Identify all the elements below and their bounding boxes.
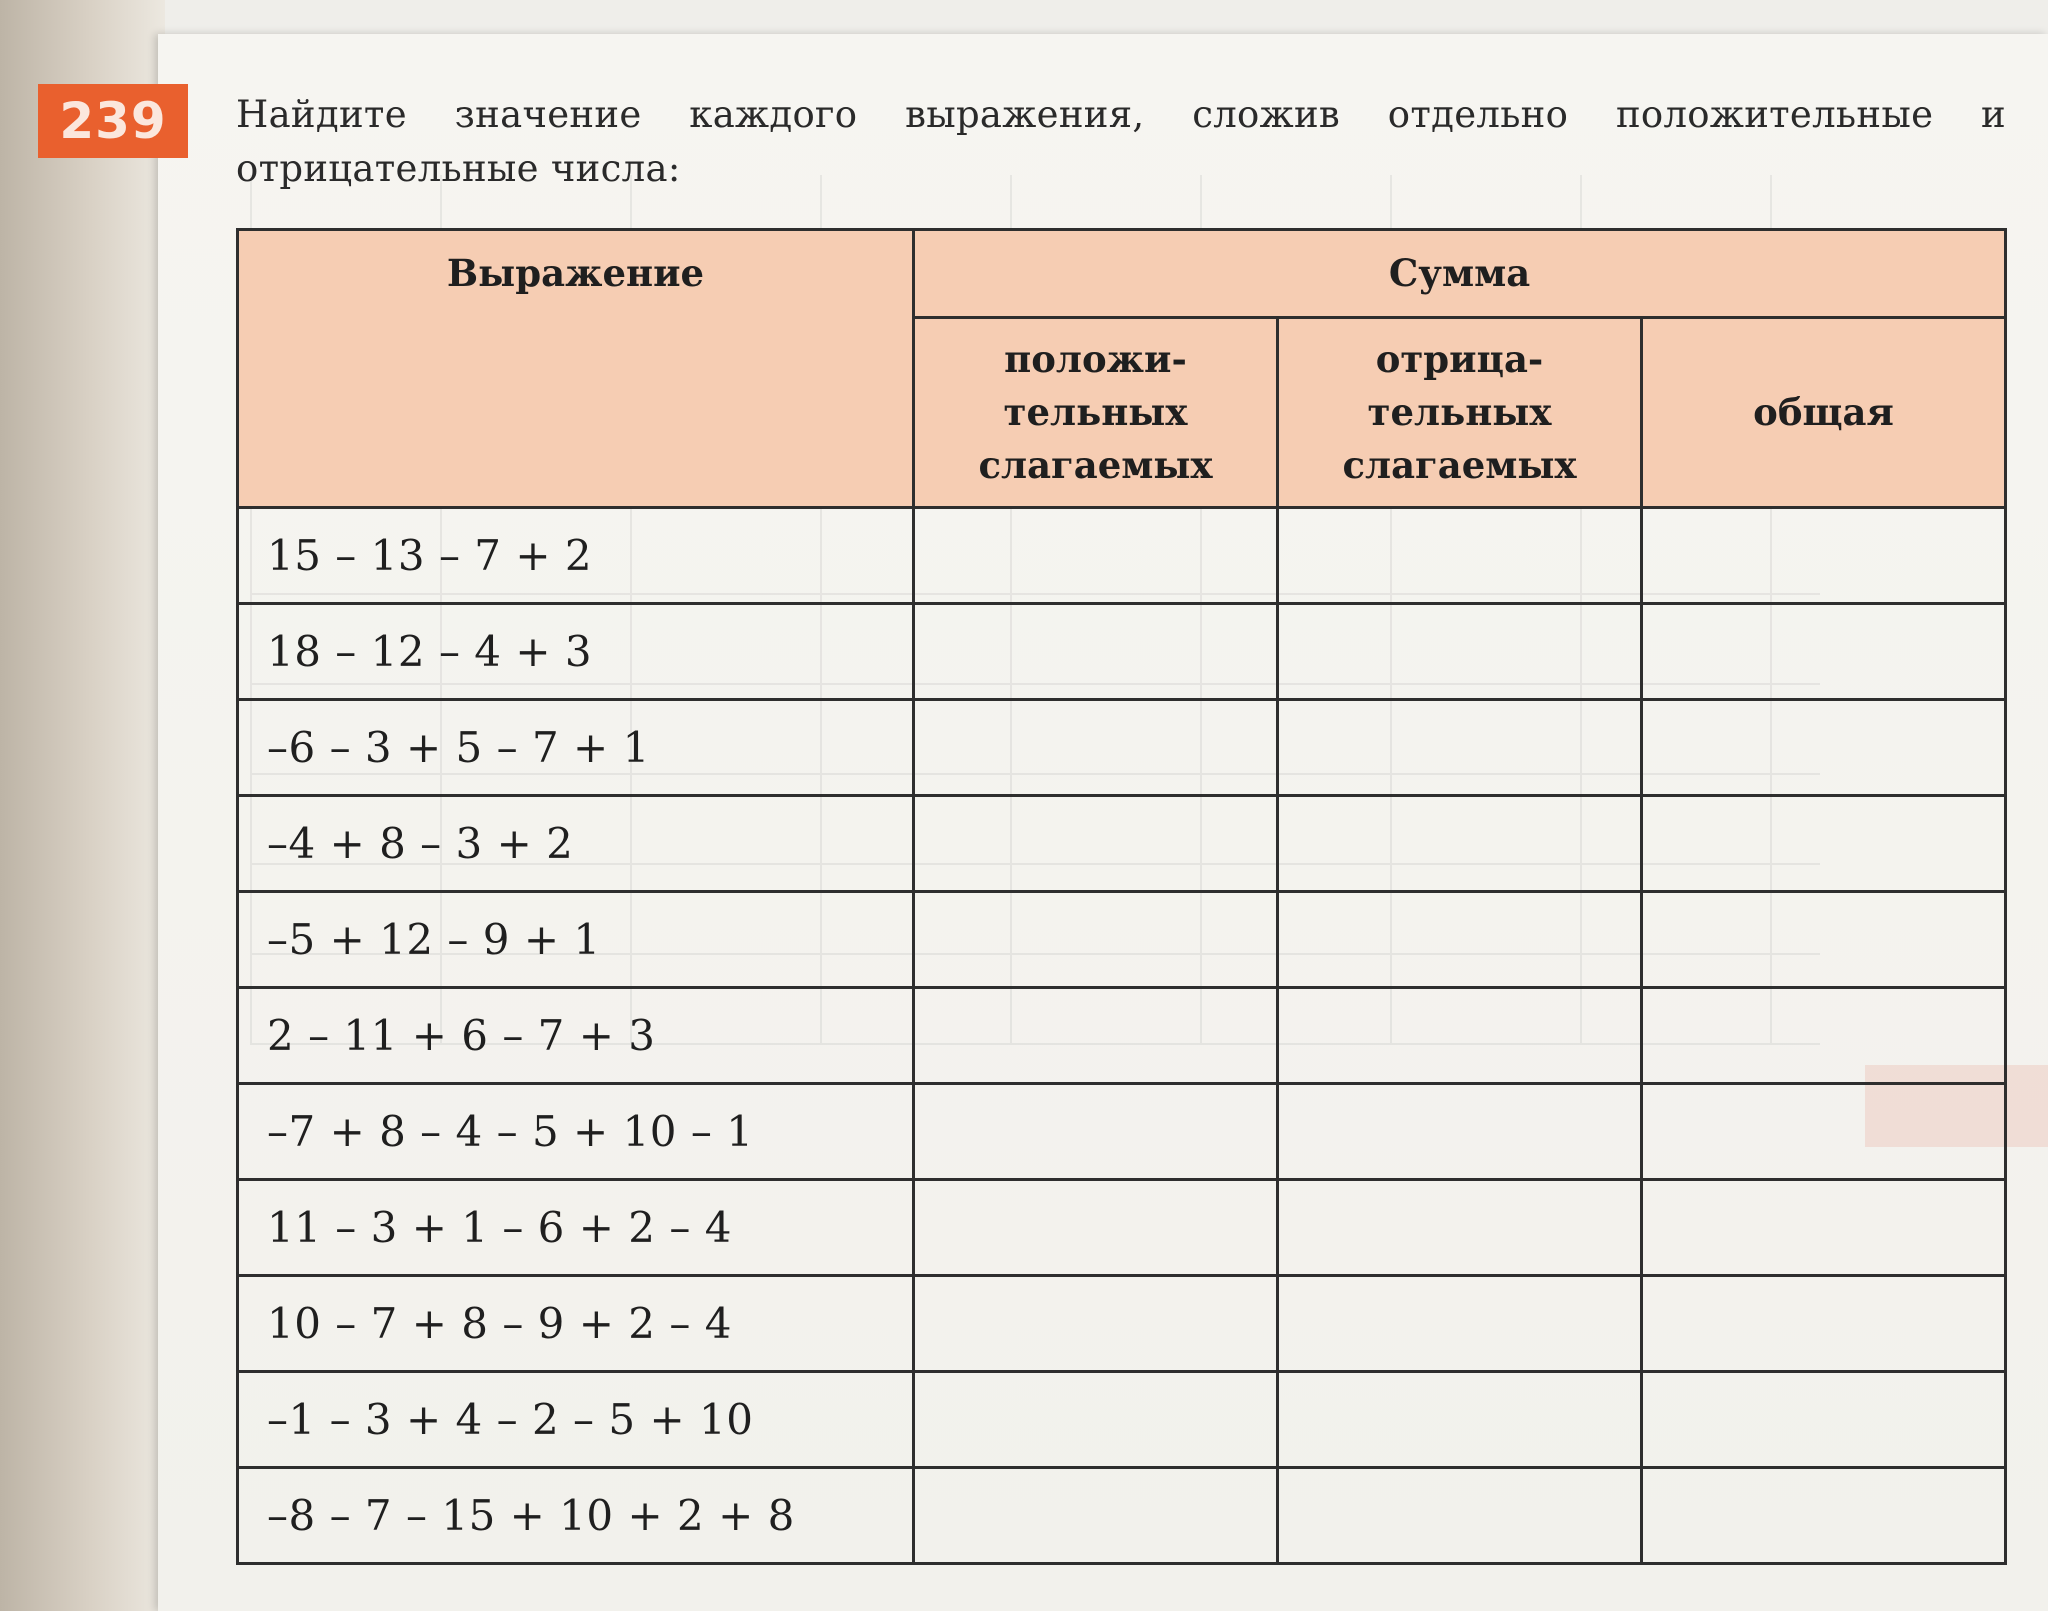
table-row <box>238 700 2006 796</box>
exercise-number: 239 <box>38 84 188 158</box>
expression-cell: 15 – 13 – 7 + 2 <box>238 508 914 604</box>
total-sum-cell[interactable] <box>1642 700 2006 796</box>
positive-sum-cell[interactable] <box>914 1276 1278 1372</box>
expression-cell: –8 – 7 – 15 + 10 + 2 + 8 <box>238 1468 914 1564</box>
positive-sum-cell[interactable] <box>914 988 1278 1084</box>
total-sum-cell[interactable] <box>1642 1180 2006 1276</box>
table-row <box>238 988 2006 1084</box>
header-positive: положи- тельных слагаемых <box>914 318 1278 508</box>
positive-sum-cell[interactable] <box>914 1084 1278 1180</box>
negative-sum-cell[interactable] <box>1278 892 1642 988</box>
total-sum-cell[interactable] <box>1642 988 2006 1084</box>
positive-sum-cell[interactable] <box>914 796 1278 892</box>
table-row <box>238 796 2006 892</box>
table-row <box>238 1084 2006 1180</box>
negative-sum-cell[interactable] <box>1278 1180 1642 1276</box>
exercise-instruction: Найдите значение каждого выражения, сложив отдельно положительные и отрицательные числа: <box>236 93 2006 190</box>
header-expression: Выражение <box>238 230 914 508</box>
total-sum-cell[interactable] <box>1642 1276 2006 1372</box>
negative-sum-cell[interactable] <box>1278 1276 1642 1372</box>
expression-cell: –5 + 12 – 9 + 1 <box>238 892 914 988</box>
negative-sum-cell[interactable] <box>1278 1084 1642 1180</box>
positive-sum-cell[interactable] <box>914 604 1278 700</box>
expression-cell: –7 + 8 – 4 – 5 + 10 – 1 <box>238 1084 914 1180</box>
positive-sum-cell[interactable] <box>914 1372 1278 1468</box>
table-row <box>238 508 2006 604</box>
negative-sum-cell[interactable] <box>1278 988 1642 1084</box>
total-sum-cell[interactable] <box>1642 892 2006 988</box>
total-sum-cell[interactable] <box>1642 604 2006 700</box>
positive-sum-cell[interactable] <box>914 700 1278 796</box>
expression-cell: –6 – 3 + 5 – 7 + 1 <box>238 700 914 796</box>
positive-sum-cell[interactable] <box>914 1180 1278 1276</box>
book-binding <box>0 0 165 1611</box>
header-sum: Сумма <box>914 230 2006 318</box>
negative-sum-cell[interactable] <box>1278 700 1642 796</box>
header-total: общая <box>1642 318 2006 508</box>
expression-cell: 10 – 7 + 8 – 9 + 2 – 4 <box>238 1276 914 1372</box>
positive-sum-cell[interactable] <box>914 1468 1278 1564</box>
table-row <box>238 1372 2006 1468</box>
negative-sum-cell[interactable] <box>1278 796 1642 892</box>
negative-sum-cell[interactable] <box>1278 1372 1642 1468</box>
total-sum-cell[interactable] <box>1642 796 2006 892</box>
table-row <box>238 1468 2006 1564</box>
table-row <box>238 892 2006 988</box>
table-row <box>238 1276 2006 1372</box>
expression-cell: 2 – 11 + 6 – 7 + 3 <box>238 988 914 1084</box>
table-row <box>238 604 2006 700</box>
positive-sum-cell[interactable] <box>914 892 1278 988</box>
positive-sum-cell[interactable] <box>914 508 1278 604</box>
negative-sum-cell[interactable] <box>1278 508 1642 604</box>
expression-cell: –4 + 8 – 3 + 2 <box>238 796 914 892</box>
negative-sum-cell[interactable] <box>1278 1468 1642 1564</box>
total-sum-cell[interactable] <box>1642 1468 2006 1564</box>
expression-cell: 11 – 3 + 1 – 6 + 2 – 4 <box>238 1180 914 1276</box>
negative-sum-cell[interactable] <box>1278 604 1642 700</box>
total-sum-cell[interactable] <box>1642 1372 2006 1468</box>
sum-table <box>236 228 2007 1565</box>
expression-cell: 18 – 12 – 4 + 3 <box>238 604 914 700</box>
total-sum-cell[interactable] <box>1642 1084 2006 1180</box>
expression-cell: –1 – 3 + 4 – 2 – 5 + 10 <box>238 1372 914 1468</box>
total-sum-cell[interactable] <box>1642 508 2006 604</box>
header-negative: отрица- тельных слагаемых <box>1278 318 1642 508</box>
table-row <box>238 1180 2006 1276</box>
